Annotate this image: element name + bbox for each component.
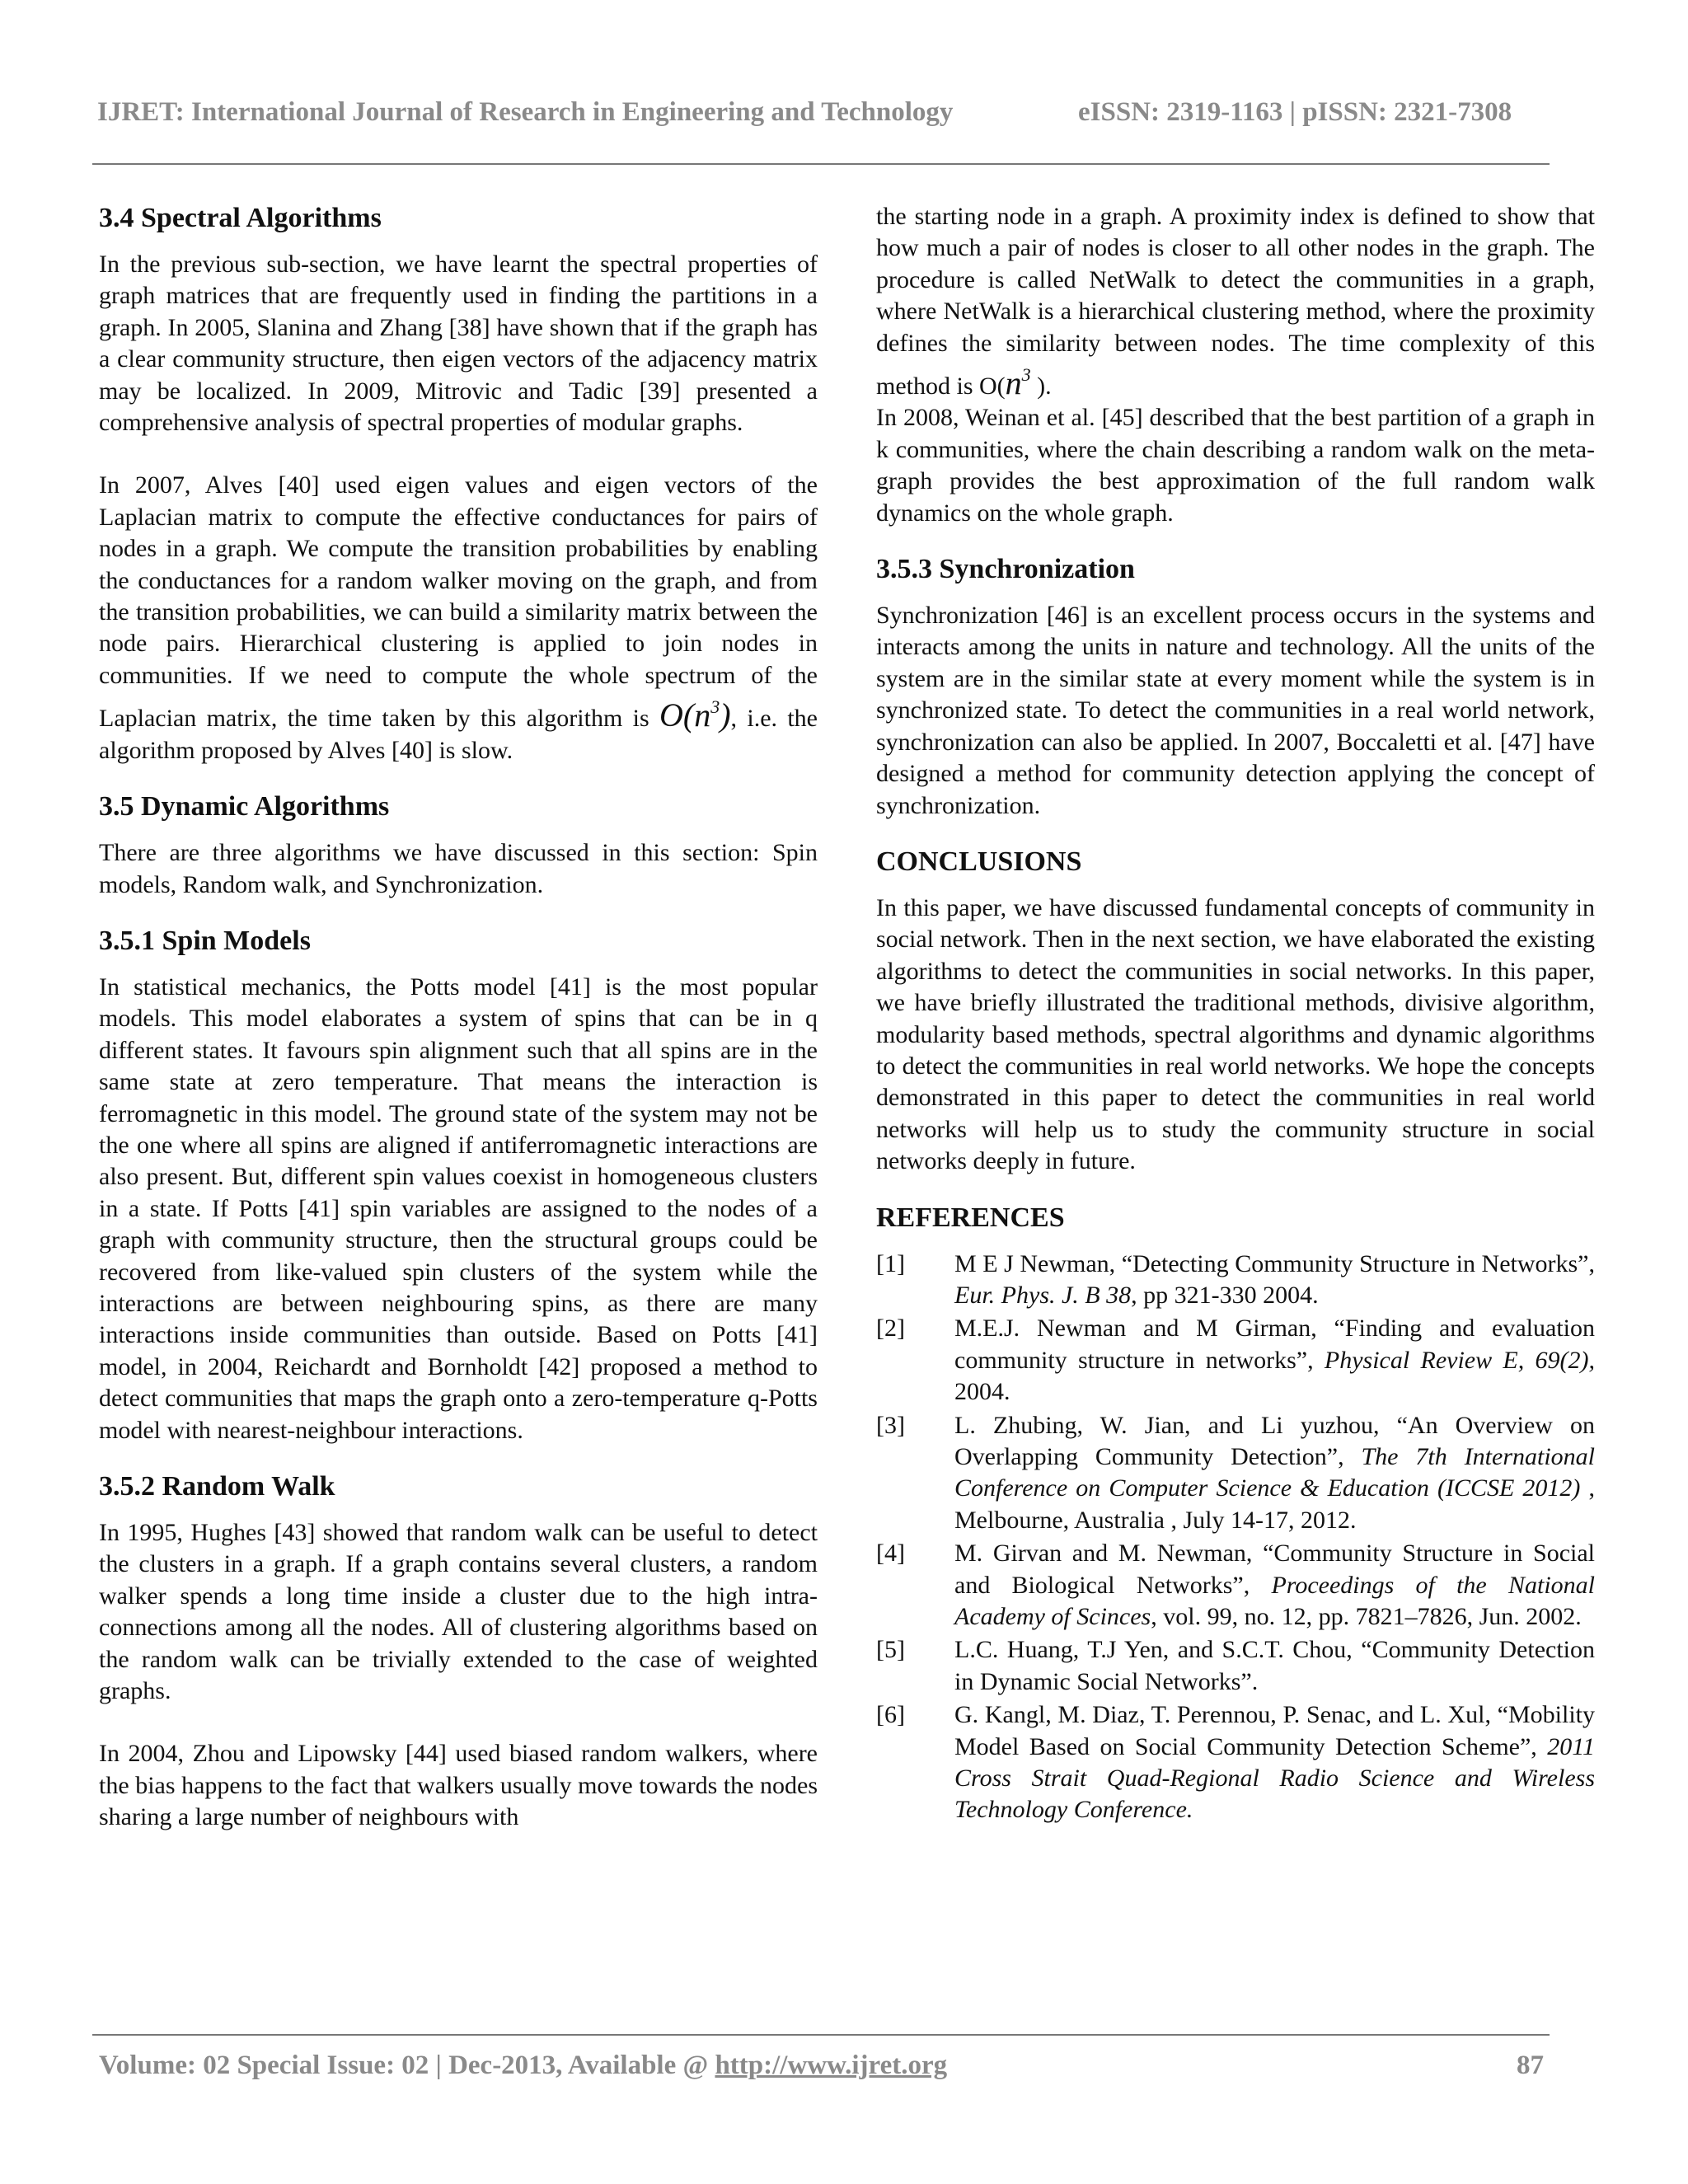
paragraph: There are three algorithms we have discussed in this section: Spin models, Random walk, and Synchronization. <box>99 839 818 898</box>
paragraph: In 2007, Alves [40] used eigen values and eigen vectors of the Laplacian matrix to compute the effective conductances for pairs of nodes in a graph. We compute the transition probabilities by enabling the conductances for a random walker moving on the graph, and from the transition probabilities, we can build a similarity matrix between the node pairs. Hierarchical clustering is applied to join nodes in communities. If we need to compute the whole spectrum of the Laplacian matrix, the time taken by this algorithm is $O(n^3)$, i.e. the algorithm proposed by Alves [40] is slow. <box>99 471 818 764</box>
section-heading-3-5: 3.5 Dynamic Algorithms <box>99 791 390 823</box>
paragraph: In 1995, Hughes [43] showed that random walk can be useful to detect the clusters in a graph. If a graph contains several clusters, a random walker spends a long time inside a cluster due to the high intra-connections among all the nodes. All of clustering algorithms based on the random walk can be trivially extended to the case of weighted graphs. <box>99 1519 818 1705</box>
references-heading: REFERENCES <box>876 1202 1065 1233</box>
reference-item: [2] M.E.J. Newman and M Girman, “Finding and evaluation community structure in networks”, Physical Review E, 69(2), 2004. <box>876 1315 1595 1406</box>
paragraph: In 2004, Zhou and Lipowsky [44] used biased random walkers, where the bias happens to the fact that walkers usually move towards the nodes sharing a large number of neighbours with <box>99 1740 818 1831</box>
paragraph: the starting node in a graph. A proximity index is defined to show that how much a pair of nodes is closer to all other nodes in the graph. The procedure is called NetWalk to detect the communities in a graph, where NetWalk is a hierarchical clustering method, where the proximity defines the similarity between nodes. The time complexity of this method is $O(n^3$ ). <box>876 203 1595 402</box>
page-header <box>97 97 1548 137</box>
reference-list <box>876 1249 1595 1826</box>
paragraph: Synchronization [46] is an excellent process occurs in the systems and interacts among the units in nature and technology. All the units of the system are in the similar state at every moment while the system is in synchronized state. To detect the communities in a real world network, synchronization can also be applied. In 2007, Boccaletti et al. [47] have designed a method for community detection applying the concept of synchronization. <box>876 602 1595 819</box>
paragraph: In the previous sub-section, we have learnt the spectral properties of graph matrices that are frequently used in finding the partitions in a graph. In 2005, Slanina and Zhang [38] have shown that if the graph has a clear community structure, then eigen vectors of the adjacency matrix may be localized. In 2009, Mitrovic and Tadic [39] presented a comprehensive analysis of spectral properties of modular graphs. <box>99 251 818 437</box>
conclusions-heading: CONCLUSIONS <box>876 846 1082 877</box>
page-footer <box>99 2050 1550 2087</box>
reference-item: [3] L. Zhubing, W. Jian, and Li yuzhou, “An Overview on Overlapping Community Detection”, The 7th International Conference on Computer Science & Education (ICCSE 2012) , Melbourne, Australia , July 14-17, 2012. <box>876 1411 1596 1534</box>
volume-text: Volume: 02 Special Issue: 02 | Dec-2013, Available @ http://www.ijret.org <box>99 2050 948 2080</box>
math-expression: $n^3$ <box>1005 364 1031 402</box>
header-rule <box>92 163 1550 165</box>
paragraph: In this paper, we have discussed fundamental concepts of community in social network. Then in the next section, we have elaborated the existing algorithms to detect the communities in social networks. In this paper, we have briefly illustrated the traditional methods, divisive algorithm, modularity based methods, spectral algorithms and dynamic algorithms to detect the communities in real world networks. We hope the concepts demonstrated in this paper to detect the communities in real world networks will help us to study the community structure in social networks deeply in future. <box>876 893 1595 1175</box>
section-heading-3-5-3: 3.5.3 Synchronization <box>876 554 1135 585</box>
section-heading-3-5-1: 3.5.1 Spin Models <box>99 925 311 956</box>
reference-item: [4] M. Girvan and M. Newman, “Community Structure in Social and Biological Networks”, Proceedings of the National Academy of Scinces, vol. 99, no. 12, pp. 7821–7826, Jun. 2002. <box>876 1540 1595 1631</box>
section-heading-3-4: 3.4 Spectral Algorithms <box>99 203 382 233</box>
reference-item: [5] L.C. Huang, T.J Yen, and S.C.T. Chou, “Community Detection in Dynamic Social Networks”. <box>876 1636 1595 1695</box>
paragraph: In 2008, Weinan et al. [45] described that the best partition of a graph in k communities, where the chain describing a random walk on the meta-graph provides the best approximation of the full random walk dynamics on the whole graph. <box>876 404 1595 527</box>
left-column <box>99 201 818 1834</box>
footer-rule <box>92 2034 1550 2036</box>
section-heading-3-5-2: 3.5.2 Random Walk <box>99 1471 335 1502</box>
paragraph: In statistical mechanics, the Potts model [41] is the most popular models. This model elaborates a system of spins that can be in q different states. It favours spin alignment such that all spins are in the same state at zero temperature. That means the interaction is ferromagnetic in this model. The ground state of the system may not be the one where all spins are aligned if antiferromagnetic interactions are also present. But, different spin values coexist in homogeneous clusters in a state. If Potts [41] spin variables are assigned to the nodes of a graph with community structure, then the structural groups could be recovered from like-valued spin clusters of the system while the interactions are between neighbouring spins, as there are many interactions inside communities than outside. Based on Potts [41] model, in 2004, Reichardt and Bornholdt [42] proposed a method to detect communities that maps the graph onto a zero-temperature q-Potts model with nearest-neighbour interactions. <box>99 972 818 1444</box>
journal-name: IJRET: International Journal of Research in Engineering and Technology <box>97 97 954 127</box>
reference-item: [1] M E J Newman, “Detecting Community Structure in Networks”, Eur. Phys. J. B 38, pp 321-330 2004. <box>876 1249 1595 1309</box>
right-column <box>876 201 1595 1828</box>
journal-url-link[interactable]: http://www.ijret.org <box>715 2050 948 2080</box>
reference-item: [6] G. Kangl, M. Diaz, T. Perennou, P. Senac, and L. Xul, “Mobility Model Based on Social Community Detection Scheme”, 2011 Cross Strait Quad-Regional Radio Science and Wireless Technology Conference. <box>876 1701 1595 1824</box>
issn-text: eISSN: 2319-1163 | pISSN: 2321-7308 <box>1078 97 1512 127</box>
page-number: 87 <box>1517 2050 1544 2080</box>
math-expression: $O(n^3)$ <box>659 696 731 734</box>
